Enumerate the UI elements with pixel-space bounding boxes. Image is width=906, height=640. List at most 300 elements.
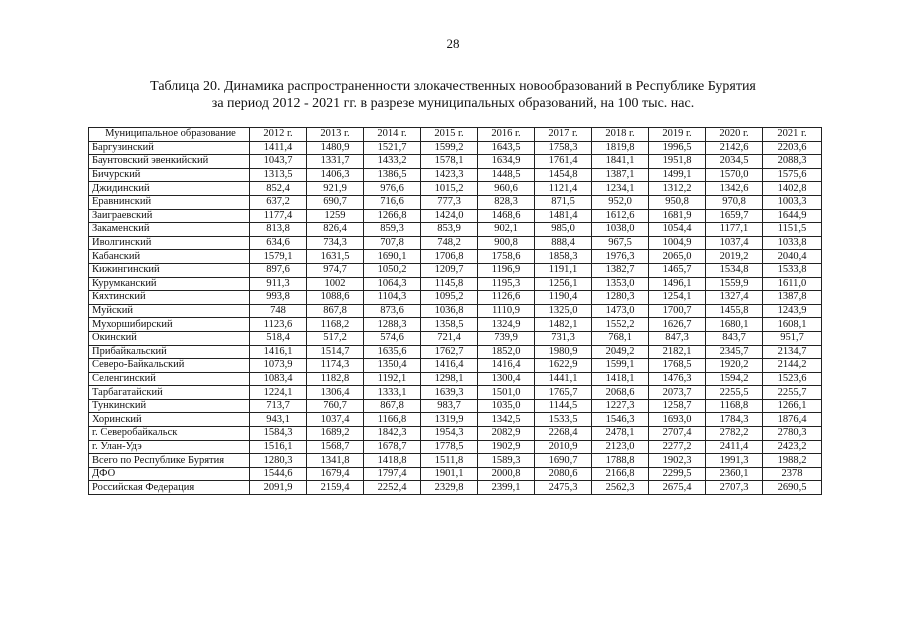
table-cell-value: 1259 [307, 209, 364, 223]
caption-line-1: Таблица 20. Динамика распространенности злокачественных новообразований в Республике Бурятия [150, 79, 756, 94]
table-cell-value: 1324,9 [478, 318, 535, 332]
table-cell-value: 1622,9 [535, 359, 592, 373]
table-cell-value: 1004,9 [649, 236, 706, 250]
table-cell-value: 2255,7 [763, 386, 822, 400]
table-cell-value: 1121,4 [535, 182, 592, 196]
table-cell-value: 1634,9 [478, 155, 535, 169]
table-cell-value: 1659,7 [706, 209, 763, 223]
table-row [89, 331, 822, 345]
table-row [89, 168, 822, 182]
table-cell-value: 859,3 [364, 223, 421, 237]
table-cell-value: 1190,4 [535, 291, 592, 305]
table-cell-value: 1608,1 [763, 318, 822, 332]
municipality-name: Прибайкальский [89, 345, 250, 359]
table-cell-value: 1256,1 [535, 277, 592, 291]
table-cell-value: 1690,1 [364, 250, 421, 264]
table-cell-value: 2475,3 [535, 481, 592, 495]
municipality-name: Всего по Республике Бурятия [89, 454, 250, 468]
table-cell-value: 1476,3 [649, 372, 706, 386]
table-cell-value: 517,2 [307, 331, 364, 345]
table-cell-value: 847,3 [649, 331, 706, 345]
table-cell-value: 1341,8 [307, 454, 364, 468]
table-cell-value: 1612,6 [592, 209, 649, 223]
table-cell-value: 739,9 [478, 331, 535, 345]
table-cell-value: 1003,3 [763, 195, 822, 209]
table-cell-value: 1195,3 [478, 277, 535, 291]
table-cell-value: 777,3 [421, 195, 478, 209]
table-cell-value: 1312,2 [649, 182, 706, 196]
table-cell-value: 1626,7 [649, 318, 706, 332]
table-cell-value: 1073,9 [250, 359, 307, 373]
table-cell-value: 2073,7 [649, 386, 706, 400]
table-cell-value: 760,7 [307, 399, 364, 413]
table-cell-value: 1280,3 [250, 454, 307, 468]
municipality-name: Заиграевский [89, 209, 250, 223]
table-cell-value: 1300,4 [478, 372, 535, 386]
table-cell-value: 2411,4 [706, 440, 763, 454]
table-cell-value: 2049,2 [592, 345, 649, 359]
table-cell-value: 993,8 [250, 291, 307, 305]
table-cell-value: 1054,4 [649, 223, 706, 237]
table-cell-value: 1088,6 [307, 291, 364, 305]
municipality-name: г. Улан-Удэ [89, 440, 250, 454]
table-cell-value: 1402,8 [763, 182, 822, 196]
municipality-name: Селенгинский [89, 372, 250, 386]
table-cell-value: 1387,1 [592, 168, 649, 182]
table-cell-value: 1819,8 [592, 141, 649, 155]
table-cell-value: 911,3 [250, 277, 307, 291]
municipality-name: Иволгинский [89, 236, 250, 250]
table-row [89, 277, 822, 291]
table-cell-value: 2091,9 [250, 481, 307, 495]
municipality-name: Северо-Байкальский [89, 359, 250, 373]
table-cell-value: 1254,1 [649, 291, 706, 305]
table-cell-value: 1234,1 [592, 182, 649, 196]
table-row [89, 223, 822, 237]
table-cell-value: 2329,8 [421, 481, 478, 495]
table-cell-value: 1521,7 [364, 141, 421, 155]
table-cell-value: 2360,1 [706, 467, 763, 481]
table-cell-value: 1996,5 [649, 141, 706, 155]
table-cell-value: 1243,9 [763, 304, 822, 318]
table-cell-value: 1496,1 [649, 277, 706, 291]
table-cell-value: 1416,1 [250, 345, 307, 359]
municipality-name: Джидинский [89, 182, 250, 196]
table-cell-value: 1788,8 [592, 454, 649, 468]
column-header-year: 2013 г. [307, 128, 364, 142]
page-number: 28 [446, 36, 460, 51]
table-cell-value: 1643,5 [478, 141, 535, 155]
table-cell-value: 1411,4 [250, 141, 307, 155]
table-cell-value: 1083,4 [250, 372, 307, 386]
table-cell-value: 2034,5 [706, 155, 763, 169]
table-cell-value: 748 [250, 304, 307, 318]
table-cell-value: 768,1 [592, 331, 649, 345]
table-cell-value: 1037,4 [307, 413, 364, 427]
table-cell-value: 1043,7 [250, 155, 307, 169]
table-cell-value: 1036,8 [421, 304, 478, 318]
table-cell-value: 943,1 [250, 413, 307, 427]
column-header-year: 2014 г. [364, 128, 421, 142]
table-cell-value: 1192,1 [364, 372, 421, 386]
municipality-name: Хоринский [89, 413, 250, 427]
table-cell-value: 1168,2 [307, 318, 364, 332]
table-cell-value: 853,9 [421, 223, 478, 237]
table-cell-value: 1976,3 [592, 250, 649, 264]
table-cell-value: 716,6 [364, 195, 421, 209]
table-cell-value: 574,6 [364, 331, 421, 345]
table-cell-value: 1177,4 [250, 209, 307, 223]
table-cell-value: 1037,4 [706, 236, 763, 250]
caption-line-2: за период 2012 - 2021 гг. в разрезе муниципальных образований, на 100 тыс. нас. [211, 96, 695, 111]
table-cell-value: 1534,8 [706, 263, 763, 277]
table-cell-value: 1448,5 [478, 168, 535, 182]
table-cell-value: 976,6 [364, 182, 421, 196]
table-row [89, 427, 822, 441]
table-cell-value: 2478,1 [592, 427, 649, 441]
table-cell-value: 960,6 [478, 182, 535, 196]
table-cell-value: 518,4 [250, 331, 307, 345]
table-cell-value: 867,8 [307, 304, 364, 318]
table-cell-value: 1418,8 [364, 454, 421, 468]
table-cell-value: 1342,5 [478, 413, 535, 427]
table-cell-value: 1110,9 [478, 304, 535, 318]
table-cell-value: 2675,4 [649, 481, 706, 495]
table-cell-value: 1768,5 [649, 359, 706, 373]
table-cell-value: 1693,0 [649, 413, 706, 427]
table-row [89, 454, 822, 468]
table-cell-value: 1858,3 [535, 250, 592, 264]
municipality-name: Тункинский [89, 399, 250, 413]
table-cell-value: 985,0 [535, 223, 592, 237]
table-cell-value: 828,3 [478, 195, 535, 209]
table-cell-value: 1433,2 [364, 155, 421, 169]
column-header-year: 2012 г. [250, 128, 307, 142]
table-cell-value: 1015,2 [421, 182, 478, 196]
table-cell-value: 1678,7 [364, 440, 421, 454]
table-cell-value: 1465,7 [649, 263, 706, 277]
table-cell-value: 888,4 [535, 236, 592, 250]
table-cell-value: 1523,6 [763, 372, 822, 386]
table-cell-value: 1635,6 [364, 345, 421, 359]
table-cell-value: 1599,2 [421, 141, 478, 155]
table-cell-value: 1681,9 [649, 209, 706, 223]
table-cell-value: 1144,5 [535, 399, 592, 413]
table-cell-value: 826,4 [307, 223, 364, 237]
table-cell-value: 1168,8 [706, 399, 763, 413]
table-cell-value: 1762,7 [421, 345, 478, 359]
table-cell-value: 1902,9 [478, 440, 535, 454]
table-cell-value: 748,2 [421, 236, 478, 250]
table-cell-value: 1325,0 [535, 304, 592, 318]
table-row [89, 386, 822, 400]
table-cell-value: 2345,7 [706, 345, 763, 359]
table-cell-value: 897,6 [250, 263, 307, 277]
table-cell-value: 1064,3 [364, 277, 421, 291]
table-cell-value: 1499,1 [649, 168, 706, 182]
table-cell-value: 1784,3 [706, 413, 763, 427]
table-cell-value: 1680,1 [706, 318, 763, 332]
table-cell-value: 1578,1 [421, 155, 478, 169]
table-cell-value: 871,5 [535, 195, 592, 209]
municipality-name: Кяхтинский [89, 291, 250, 305]
table-cell-value: 1038,0 [592, 223, 649, 237]
table-cell-value: 970,8 [706, 195, 763, 209]
table-cell-value: 1902,3 [649, 454, 706, 468]
table-cell-value: 2166,8 [592, 467, 649, 481]
table-cell-value: 2378 [763, 467, 822, 481]
table-cell-value: 813,8 [250, 223, 307, 237]
table-cell-value: 1151,5 [763, 223, 822, 237]
table-cell-value: 1191,1 [535, 263, 592, 277]
table-cell-value: 2255,5 [706, 386, 763, 400]
table-cell-value: 1594,2 [706, 372, 763, 386]
table-row [89, 440, 822, 454]
table-cell-value: 867,8 [364, 399, 421, 413]
table-cell-value: 1516,1 [250, 440, 307, 454]
table-cell-value: 1765,7 [535, 386, 592, 400]
table-cell-value: 1406,3 [307, 168, 364, 182]
table-cell-value: 1706,8 [421, 250, 478, 264]
municipality-name: Кабанский [89, 250, 250, 264]
table-cell-value: 1177,1 [706, 223, 763, 237]
table-cell-value: 2142,6 [706, 141, 763, 155]
table-cell-value: 1319,9 [421, 413, 478, 427]
municipality-name: Мухоршибирский [89, 318, 250, 332]
table-cell-value: 1126,6 [478, 291, 535, 305]
table-cell-value: 1280,3 [592, 291, 649, 305]
table-header-row [89, 128, 822, 142]
table-cell-value: 1416,4 [421, 359, 478, 373]
table-cell-value: 1298,1 [421, 372, 478, 386]
table-cell-value: 2277,2 [649, 440, 706, 454]
table-cell-value: 2134,7 [763, 345, 822, 359]
table-cell-value: 1761,4 [535, 155, 592, 169]
table-cell-value: 1758,3 [535, 141, 592, 155]
table-row [89, 318, 822, 332]
table-row [89, 399, 822, 413]
table-cell-value: 1050,2 [364, 263, 421, 277]
table-cell-value: 1988,2 [763, 454, 822, 468]
table-cell-value: 1313,5 [250, 168, 307, 182]
table-cell-value: 2068,6 [592, 386, 649, 400]
table-cell-value: 2088,3 [763, 155, 822, 169]
table-cell-value: 1387,8 [763, 291, 822, 305]
table-cell-value: 734,3 [307, 236, 364, 250]
table-cell-value: 1258,7 [649, 399, 706, 413]
table-cell-value: 721,4 [421, 331, 478, 345]
table-cell-value: 1852,0 [478, 345, 535, 359]
table-cell-value: 2019,2 [706, 250, 763, 264]
table-cell-value: 2040,4 [763, 250, 822, 264]
table-cell-value: 1196,9 [478, 263, 535, 277]
table-cell-value: 2144,2 [763, 359, 822, 373]
table-cell-value: 707,8 [364, 236, 421, 250]
table-cell-value: 2690,5 [763, 481, 822, 495]
table-cell-value: 2780,3 [763, 427, 822, 441]
table-cell-value: 1353,0 [592, 277, 649, 291]
table-cell-value: 967,5 [592, 236, 649, 250]
municipality-name: Баргузинский [89, 141, 250, 155]
table-cell-value: 983,7 [421, 399, 478, 413]
table-cell-value: 2782,2 [706, 427, 763, 441]
table-cell-value: 1104,3 [364, 291, 421, 305]
table-cell-value: 1546,3 [592, 413, 649, 427]
table-cell-value: 1342,6 [706, 182, 763, 196]
table-cell-value: 1424,0 [421, 209, 478, 223]
table-cell-value: 1033,8 [763, 236, 822, 250]
municipality-name: Баунтовский эвенкийский [89, 155, 250, 169]
table-cell-value: 1501,0 [478, 386, 535, 400]
table-cell-value: 1700,7 [649, 304, 706, 318]
table-cell-value: 1482,1 [535, 318, 592, 332]
table-cell-value: 1182,8 [307, 372, 364, 386]
table-cell-value: 1639,3 [421, 386, 478, 400]
table-cell-value: 1951,8 [649, 155, 706, 169]
table-row [89, 291, 822, 305]
table-cell-value: 1423,3 [421, 168, 478, 182]
table-cell-value: 1166,8 [364, 413, 421, 427]
table-row [89, 195, 822, 209]
prevalence-table [88, 127, 822, 495]
table-cell-value: 2252,4 [364, 481, 421, 495]
column-header-year: 2018 г. [592, 128, 649, 142]
table-row [89, 236, 822, 250]
table-cell-value: 2299,5 [649, 467, 706, 481]
table-row [89, 481, 822, 495]
table-row [89, 413, 822, 427]
table-cell-value: 1209,7 [421, 263, 478, 277]
municipality-name: Бичурский [89, 168, 250, 182]
column-header-year: 2017 г. [535, 128, 592, 142]
table-cell-value: 1589,3 [478, 454, 535, 468]
table-cell-value: 1035,0 [478, 399, 535, 413]
table-cell-value: 1690,7 [535, 454, 592, 468]
table-cell-value: 1778,5 [421, 440, 478, 454]
table-cell-value: 1552,2 [592, 318, 649, 332]
table-cell-value: 1288,3 [364, 318, 421, 332]
table-cell-value: 1514,7 [307, 345, 364, 359]
table-cell-value: 2707,3 [706, 481, 763, 495]
table-cell-value: 1416,4 [478, 359, 535, 373]
table-cell-value: 1568,7 [307, 440, 364, 454]
municipality-name: Тарбагатайский [89, 386, 250, 400]
table-cell-value: 2562,3 [592, 481, 649, 495]
table-cell-value: 1473,0 [592, 304, 649, 318]
table-cell-value: 1584,3 [250, 427, 307, 441]
table-row [89, 182, 822, 196]
table-cell-value: 2707,4 [649, 427, 706, 441]
table-cell-value: 1327,4 [706, 291, 763, 305]
table-row [89, 263, 822, 277]
municipality-name: Курумканский [89, 277, 250, 291]
table-cell-value: 950,8 [649, 195, 706, 209]
table-cell-value: 1454,8 [535, 168, 592, 182]
table-row [89, 345, 822, 359]
table-cell-value: 1511,8 [421, 454, 478, 468]
municipality-name: Муйский [89, 304, 250, 318]
table-cell-value: 2268,4 [535, 427, 592, 441]
table-cell-value: 2399,1 [478, 481, 535, 495]
table-cell-value: 1331,7 [307, 155, 364, 169]
table-cell-value: 1797,4 [364, 467, 421, 481]
column-header-year: 2015 г. [421, 128, 478, 142]
table-cell-value: 1533,5 [535, 413, 592, 427]
table-cell-value: 1333,1 [364, 386, 421, 400]
table-body [89, 141, 822, 494]
table-cell-value: 1227,3 [592, 399, 649, 413]
municipality-name: г. Северобайкальск [89, 427, 250, 441]
table-cell-value: 1901,1 [421, 467, 478, 481]
table-cell-value: 2000,8 [478, 467, 535, 481]
table-cell-value: 1418,1 [592, 372, 649, 386]
table-cell-value: 1358,5 [421, 318, 478, 332]
table-cell-value: 731,3 [535, 331, 592, 345]
table-row [89, 467, 822, 481]
table-cell-value: 1533,8 [763, 263, 822, 277]
table-cell-value: 1631,5 [307, 250, 364, 264]
table-cell-value: 2423,2 [763, 440, 822, 454]
table-row [89, 155, 822, 169]
table-cell-value: 1559,9 [706, 277, 763, 291]
table-cell-value: 1266,8 [364, 209, 421, 223]
table-cell-value: 1842,3 [364, 427, 421, 441]
table-row [89, 250, 822, 264]
table-cell-value: 1382,7 [592, 263, 649, 277]
table-cell-value: 1991,3 [706, 454, 763, 468]
table-row [89, 304, 822, 318]
table-cell-value: 634,6 [250, 236, 307, 250]
table-cell-value: 690,7 [307, 195, 364, 209]
table-row [89, 359, 822, 373]
table-row [89, 372, 822, 386]
table-cell-value: 1841,1 [592, 155, 649, 169]
municipality-name: Российская Федерация [89, 481, 250, 495]
table-row [89, 141, 822, 155]
table-cell-value: 2182,1 [649, 345, 706, 359]
column-header-municipality: Муниципальное образование [89, 128, 250, 142]
table-cell-value: 1644,9 [763, 209, 822, 223]
table-cell-value: 2203,6 [763, 141, 822, 155]
table-cell-value: 1758,6 [478, 250, 535, 264]
table-cell-value: 1468,6 [478, 209, 535, 223]
table-cell-value: 1350,4 [364, 359, 421, 373]
table-cell-value: 2159,4 [307, 481, 364, 495]
municipality-name: Кижингинский [89, 263, 250, 277]
table-cell-value: 1575,6 [763, 168, 822, 182]
table-cell-value: 1123,6 [250, 318, 307, 332]
table-cell-value: 1455,8 [706, 304, 763, 318]
table-cell-value: 2010,9 [535, 440, 592, 454]
column-header-year: 2020 г. [706, 128, 763, 142]
table-cell-value: 873,6 [364, 304, 421, 318]
table-cell-value: 1689,2 [307, 427, 364, 441]
table-cell-value: 2080,6 [535, 467, 592, 481]
table-cell-value: 921,9 [307, 182, 364, 196]
table-caption [0, 78, 906, 112]
column-header-year: 2021 г. [763, 128, 822, 142]
table-cell-value: 1599,1 [592, 359, 649, 373]
column-header-year: 2019 г. [649, 128, 706, 142]
table-cell-value: 1480,9 [307, 141, 364, 155]
table-cell-value: 1570,0 [706, 168, 763, 182]
municipality-name: Окинский [89, 331, 250, 345]
table-cell-value: 1679,4 [307, 467, 364, 481]
municipality-name: ДФО [89, 467, 250, 481]
column-header-year: 2016 г. [478, 128, 535, 142]
table-cell-value: 900,8 [478, 236, 535, 250]
table-cell-value: 637,2 [250, 195, 307, 209]
